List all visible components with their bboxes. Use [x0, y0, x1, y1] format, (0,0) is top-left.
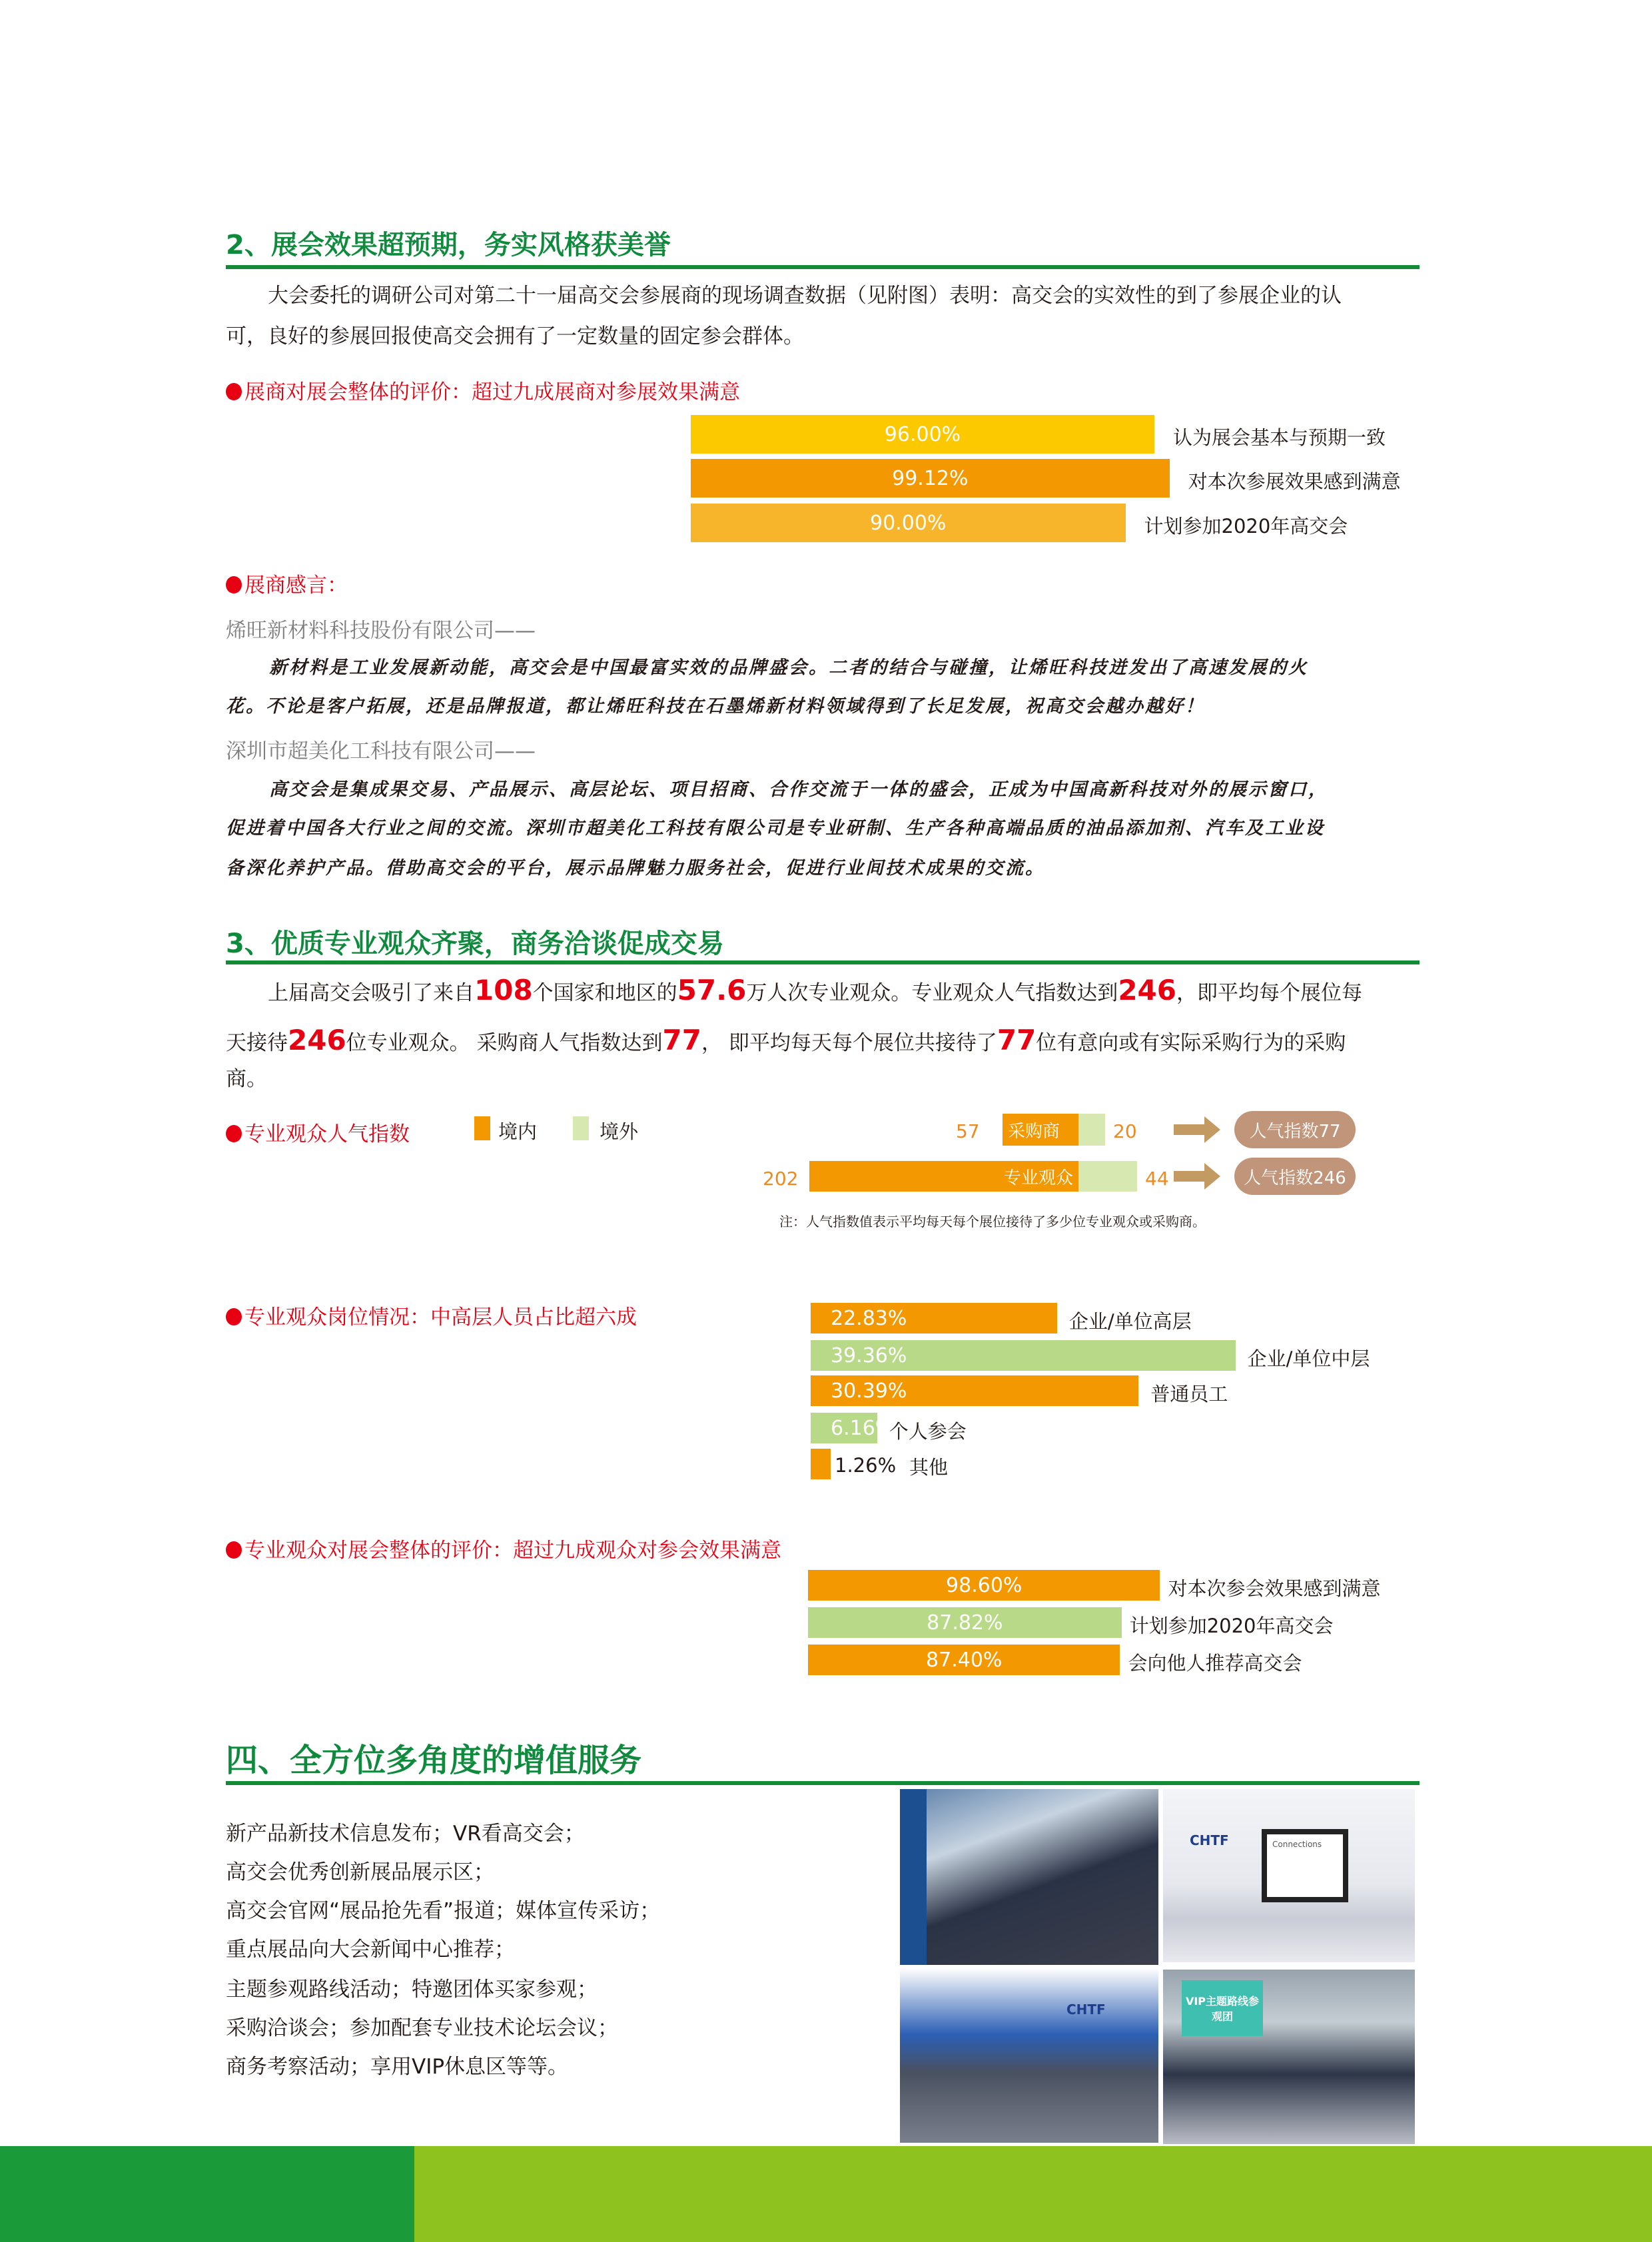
photo-logo-text: CHTF [1066, 2002, 1106, 2018]
bar [691, 459, 1170, 498]
heading-text: 专业观众人气指数 [244, 1122, 410, 1146]
testimonials-heading [226, 568, 348, 598]
testimonial-company-1: 烯旺新材料科技股份有限公司—— [226, 619, 536, 643]
bullet-icon [226, 576, 242, 593]
text: ，即平均每个展位每 [1176, 981, 1362, 1005]
testimonial-2-line-2: 促进着中国各大行业之间的交流。深圳市超美化工科技有限公司是专业研制、生产各种高端品质的油品添加剂、汽车及工业设 [226, 818, 1325, 839]
stats-line-2 [226, 1026, 1346, 1054]
stat-visitors: 57.6 [677, 974, 747, 1006]
text: 位专业观众。 采购商人气指数达到 [346, 1031, 663, 1055]
photo-screen [900, 1789, 927, 1965]
positions-heading [226, 1300, 637, 1330]
bar-value-label: 87.40% [926, 1648, 1003, 1672]
bar-category-label: 计划参加2020年高交会 [1129, 1615, 1334, 1637]
popularity-index-pill [1234, 1158, 1356, 1195]
heading-text: 展商感言： [244, 573, 348, 597]
stats-line-3: 商。 [226, 1067, 267, 1091]
testimonial-2-line-1: 高交会是集成果交易、产品展示、高层论坛、项目招商、合作交流于一体的盛会，正成为中国高新科技对外的展示窗口， [269, 779, 1328, 800]
pill-text: 人气指数246 [1244, 1168, 1346, 1188]
bar-overseas [1078, 1161, 1137, 1192]
bar [808, 1570, 1160, 1601]
service-item: 商务考察活动；享用VIP休息区等等。 [226, 2055, 569, 2079]
popularity-heading [226, 1117, 410, 1147]
bar-overseas [1078, 1114, 1105, 1146]
heading-text: 专业观众对展会整体的评价：超过九成观众对参会效果满意 [244, 1539, 781, 1563]
testimonial-2-line-3: 备深化养护产品。借助高交会的平台，展示品牌魅力服务社会，促进行业间技术成果的交流。 [226, 858, 1045, 879]
legend-swatch-overseas [573, 1116, 589, 1140]
bar-domestic [809, 1161, 1078, 1192]
bar-value-label: 1.26% [835, 1454, 897, 1477]
text: 上届高交会吸引了来自 [268, 981, 474, 1005]
stats-line-1 [268, 976, 1362, 1004]
text: ， 即平均每天每个展位共接待了 [701, 1031, 997, 1055]
stat-pro-index: 246 [1118, 974, 1176, 1006]
overseas-value: 20 [1113, 1120, 1137, 1142]
intro-line-2: 可，良好的参展回报使高交会拥有了一定数量的固定参会群体。 [226, 324, 804, 348]
bar [811, 1303, 1057, 1333]
text: 万人次专业观众。专业观众人气指数达到 [746, 981, 1118, 1005]
bar [811, 1375, 1138, 1406]
testimonial-1-line-2: 花。不论是客户拓展，还是品牌报道，都让烯旺科技在石墨烯新材料领域得到了长足发展，祝高交会越办越好！ [226, 696, 1205, 717]
bullet-icon [226, 1541, 242, 1559]
photo-vip-tour [1163, 1970, 1415, 2144]
arrow-right-icon [1174, 1116, 1220, 1143]
bar [808, 1607, 1122, 1638]
bullet-icon [226, 383, 242, 400]
bar [808, 1645, 1120, 1675]
bar-value-label: 90.00% [870, 511, 947, 535]
bar [811, 1340, 1236, 1371]
pill-text: 人气指数77 [1249, 1121, 1341, 1142]
bar-value-label: 98.60% [946, 1573, 1023, 1597]
text: 个国家和地区的 [532, 981, 677, 1005]
heading-text: 展商对展会整体的评价：超过九成展商对参展效果满意 [244, 380, 740, 404]
stat-countries: 108 [474, 974, 533, 1006]
service-item: 采购洽谈会；参加配套专业技术论坛会议； [226, 2016, 618, 2040]
popularity-index-pill [1234, 1111, 1356, 1148]
bar [811, 1449, 831, 1479]
bar-name-label: 采购商 [1008, 1121, 1060, 1142]
bar-category-label: 对本次参会效果感到满意 [1168, 1577, 1381, 1600]
legend-swatch-domestic [474, 1116, 490, 1140]
domestic-value: 202 [763, 1168, 799, 1190]
heading-text: 专业观众岗位情况：中高层人员占比超六成 [244, 1306, 637, 1329]
bar-value-label: 96.00% [884, 422, 961, 446]
service-item: 重点展品向大会新闻中心推荐； [226, 1938, 515, 1962]
service-item: 高交会官网“展品抢先看”报道；媒体宣传采访； [226, 1899, 661, 1923]
bar-category-label: 对本次参展效果感到满意 [1188, 470, 1401, 493]
bar-category-label: 企业/单位高层 [1068, 1310, 1192, 1333]
bar-value-label: 99.12% [892, 466, 969, 490]
bar-category-label: 计划参加2020年高交会 [1144, 515, 1348, 538]
service-item: 新产品新技术信息发布；VR看高交会； [226, 1822, 585, 1846]
bar-category-label: 认为展会基本与预期一致 [1173, 426, 1386, 449]
text: 天接待 [226, 1031, 288, 1055]
bar-value-label: 30.39% [831, 1379, 907, 1403]
bar-category-label: 其他 [909, 1456, 949, 1479]
exhibitor-eval-heading [226, 375, 740, 405]
section-4-divider [226, 1781, 1420, 1785]
photo-matching [900, 1968, 1158, 2143]
section-4-title: 四、全方位多角度的增值服务 [226, 1742, 642, 1779]
footer-band-dark [0, 2146, 414, 2242]
text: 位有意向或有实际采购行为的采购 [1036, 1031, 1346, 1055]
bar-category-label: 会向他人推荐高交会 [1128, 1652, 1302, 1675]
stat-buyer-index: 77 [662, 1024, 701, 1056]
section-2-divider [226, 265, 1420, 269]
bar-value-label: 22.83% [831, 1306, 907, 1330]
bullet-icon [226, 1125, 242, 1142]
bar [691, 415, 1154, 454]
bar-name-label: 专业观众 [1003, 1168, 1073, 1188]
section-2-title: 2、展会效果超预期，务实风格获美誉 [226, 230, 671, 260]
bar-value-label: 87.82% [927, 1611, 1003, 1635]
photo-sign: VIP主题路线参观团 [1182, 1980, 1263, 2036]
stat-pro-index: 246 [288, 1024, 346, 1056]
visitor-eval-heading [226, 1533, 781, 1563]
stat-buyer-index: 77 [997, 1024, 1036, 1056]
bar-value-label: 6.16% [831, 1416, 895, 1440]
legend-label-overseas: 境外 [600, 1120, 639, 1143]
service-item: 高交会优秀创新展品展示区； [226, 1860, 494, 1884]
photo-logo-text: CHTF [1190, 1832, 1229, 1848]
legend-label-domestic: 境内 [498, 1120, 538, 1143]
footer-band-light [414, 2146, 1652, 2242]
testimonial-1-line-1: 新材料是工业发展新动能，高交会是中国最富实效的品牌盛会。二者的结合与碰撞，让烯旺科技迸发出了高速发展的火 [269, 657, 1308, 678]
section-3-divider [226, 960, 1420, 964]
photo-slide: Connections [1262, 1829, 1348, 1902]
bar-category-label: 个人参会 [889, 1420, 967, 1443]
service-item: 主题参观路线活动；特邀团体买家参观； [226, 1978, 598, 2002]
popularity-note: 注：人气指数值表示平均每天每个展位接待了多少位专业观众或采购商。 [779, 1214, 1206, 1230]
domestic-value: 57 [956, 1120, 980, 1142]
overseas-value: 44 [1145, 1168, 1169, 1190]
bar [811, 1413, 895, 1443]
bullet-icon [226, 1308, 242, 1325]
photo-seminar [1163, 1789, 1415, 1962]
bar-category-label: 企业/单位中层 [1247, 1347, 1370, 1370]
bar-value-label: 39.36% [831, 1343, 907, 1367]
bar-category-label: 普通员工 [1150, 1383, 1228, 1405]
photo-vip-visit [900, 1789, 1158, 1965]
arrow-right-icon [1174, 1163, 1220, 1190]
bar [691, 504, 1126, 542]
bar-domestic [1003, 1114, 1078, 1146]
section-3-title: 3、优质专业观众齐聚，商务洽谈促成交易 [226, 929, 724, 959]
intro-line-1: 大会委托的调研公司对第二十一届高交会参展商的现场调查数据（见附图）表明：高交会的实效性的到了参展企业的认 [268, 284, 1342, 308]
testimonial-company-2: 深圳市超美化工科技有限公司—— [226, 739, 536, 763]
